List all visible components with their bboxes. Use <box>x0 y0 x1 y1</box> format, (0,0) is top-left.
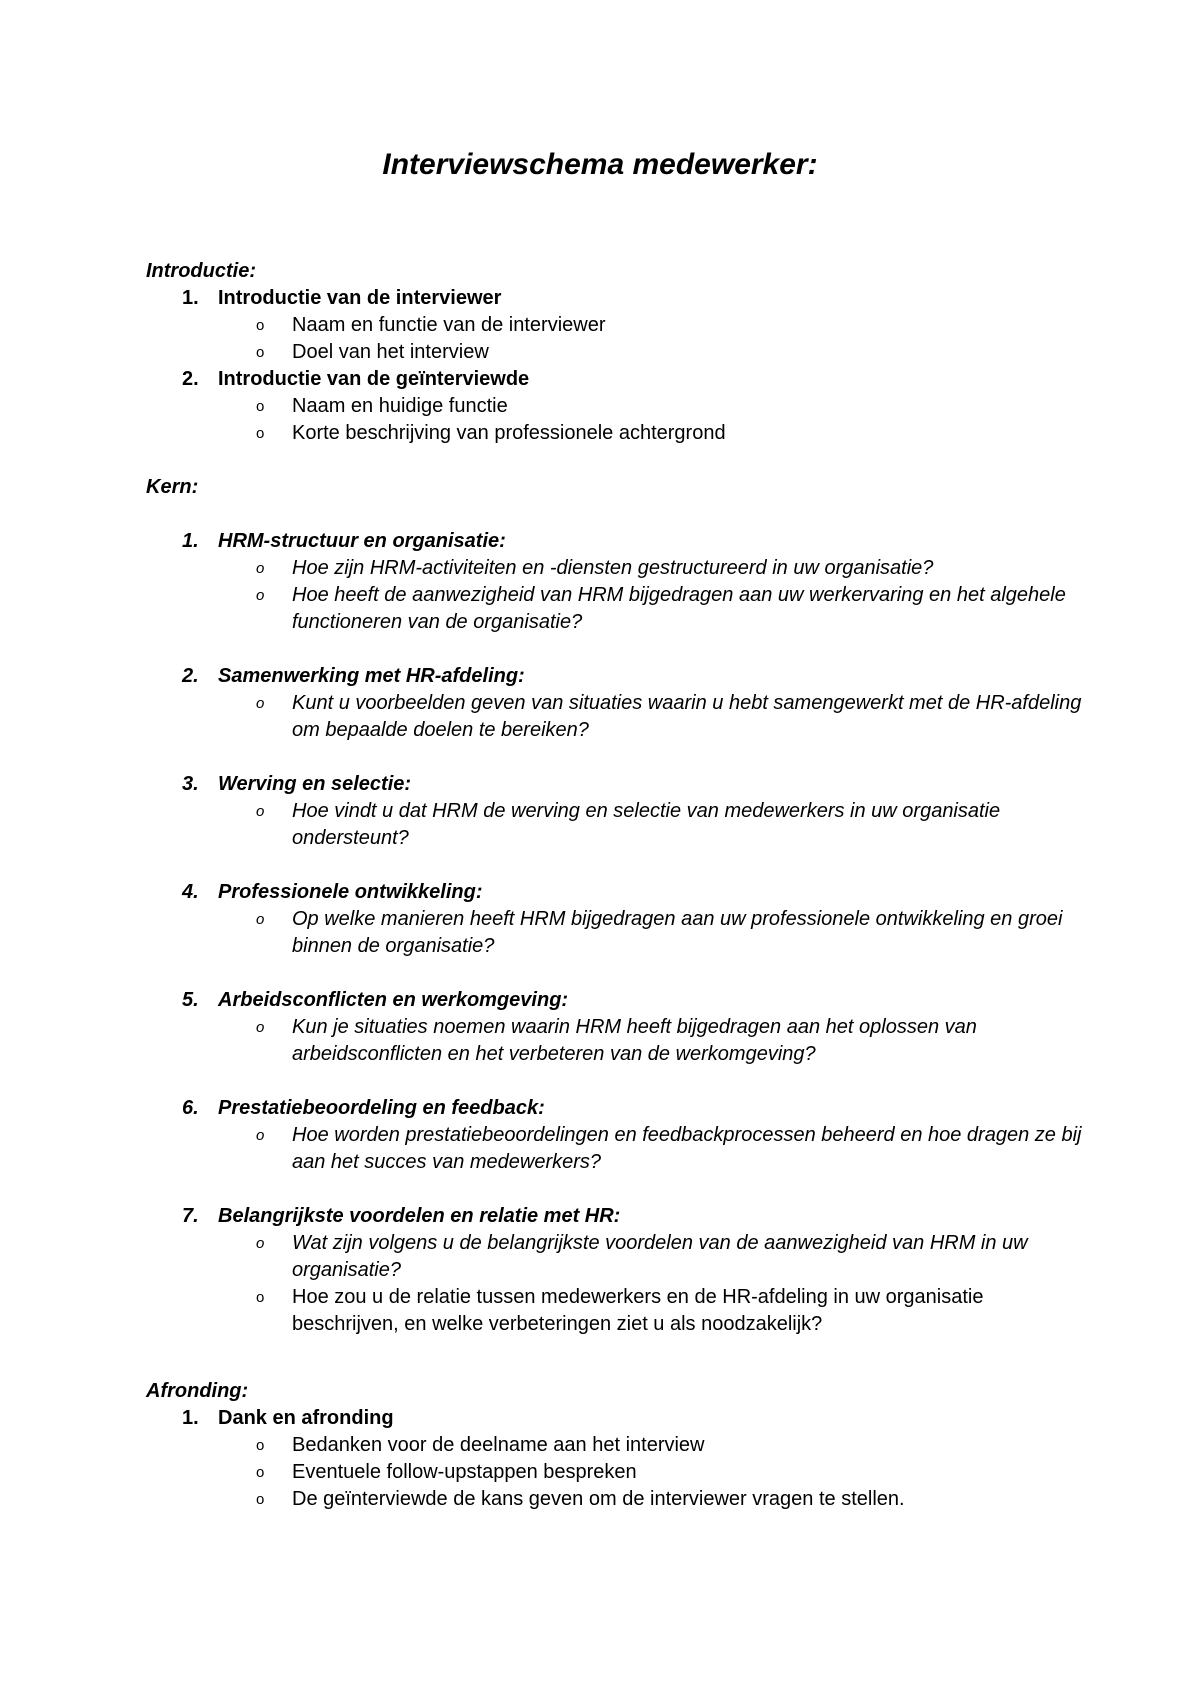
kern-item-1 <box>146 528 1086 636</box>
bullet-icon: o <box>256 1127 265 1144</box>
item-number: 1. <box>182 287 199 309</box>
bullet-text: Kun je situaties noemen waarin HRM heeft bijgedragen aan het oplossen van arbeidsconflicten en het verbeteren van de werkomgeving? <box>292 1016 977 1065</box>
bullet-text: Naam en functie van de interviewer <box>292 314 606 336</box>
bullet-icon: o <box>256 803 265 820</box>
bullet-text: Hoe worden prestatiebeoordelingen en feedbackprocessen beheerd en hoe dragen ze bij aan het succes van medewerkers? <box>292 1124 1082 1173</box>
item-title: Arbeidsconflicten en werkomgeving: <box>218 989 569 1011</box>
list-item <box>146 1459 1086 1486</box>
bullet-text: De geïnterviewde de kans geven om de interviewer vragen te stellen. <box>292 1488 905 1510</box>
item-title: Introductie van de geïnterviewde <box>218 368 530 390</box>
bullet-icon: o <box>256 425 265 442</box>
bullet-icon: o <box>256 587 265 604</box>
item-number: 5. <box>182 989 199 1011</box>
list-item <box>146 906 1086 960</box>
bullet-icon: o <box>256 1235 265 1252</box>
bullet-text: Wat zijn volgens u de belangrijkste voordelen van de aanwezigheid van HRM in uw organisatie? <box>292 1232 1028 1281</box>
list-item <box>146 420 1086 447</box>
kern-item-4 <box>146 879 1086 960</box>
bullet-text: Doel van het interview <box>292 341 489 363</box>
bullet-icon: o <box>256 1289 265 1306</box>
item-number: 2. <box>182 368 199 390</box>
bullet-text: Eventuele follow-upstappen bespreken <box>292 1461 637 1483</box>
item-number: 3. <box>182 773 199 795</box>
item-title: Prestatiebeoordeling en feedback: <box>218 1097 545 1119</box>
page-title: Interviewschema medewerker: <box>382 148 818 181</box>
bullet-icon: o <box>256 1491 265 1508</box>
item-number: 1. <box>182 530 199 552</box>
kern-item-2 <box>146 663 1086 744</box>
list-item <box>146 1014 1086 1068</box>
list-item <box>146 690 1086 744</box>
item-number: 7. <box>182 1205 199 1227</box>
list-item <box>146 1284 1086 1338</box>
bullet-text: Hoe heeft de aanwezigheid van HRM bijgedragen aan uw werkervaring en het algehele functioneren van de organisatie? <box>292 584 1066 633</box>
item-title: HRM-structuur en organisatie: <box>218 530 506 552</box>
item-title: Werving en selectie: <box>218 773 412 795</box>
document-body <box>146 258 1086 1513</box>
bullet-icon: o <box>256 398 265 415</box>
item-title: Introductie van de interviewer <box>218 287 502 309</box>
intro-item-1 <box>146 285 1086 312</box>
kern-item-7 <box>146 1203 1086 1338</box>
bullet-icon: o <box>256 317 265 334</box>
section-heading: Kern: <box>146 476 199 498</box>
section-kern <box>146 474 1086 1338</box>
spacer <box>146 447 1086 474</box>
item-number: 6. <box>182 1097 199 1119</box>
list-item <box>146 1432 1086 1459</box>
bullet-icon: o <box>256 1437 265 1454</box>
kern-item-3 <box>146 771 1086 852</box>
intro-item-2 <box>146 366 1086 393</box>
section-heading: Introductie: <box>146 260 256 282</box>
kern-item-6 <box>146 1095 1086 1176</box>
section-afronding <box>146 1378 1086 1513</box>
bullet-text: Hoe zijn HRM-activiteiten en -diensten gestructureerd in uw organisatie? <box>292 557 934 579</box>
item-title: Dank en afronding <box>218 1407 394 1429</box>
bullet-icon: o <box>256 560 265 577</box>
list-item <box>146 582 1086 636</box>
bullet-text: Kunt u voorbeelden geven van situaties waarin u hebt samengewerkt met de HR-afdeling om bepaalde doelen te bereiken? <box>292 692 1082 741</box>
bullet-icon: o <box>256 911 265 928</box>
list-item <box>146 1122 1086 1176</box>
section-introductie <box>146 258 1086 447</box>
item-number: 2. <box>182 665 199 687</box>
bullet-text: Bedanken voor de deelname aan het interview <box>292 1434 705 1456</box>
bullet-text: Op welke manieren heeft HRM bijgedragen aan uw professionele ontwikkeling en groei binnen de organisatie? <box>292 908 1063 957</box>
bullet-icon: o <box>256 695 265 712</box>
bullet-icon: o <box>256 344 265 361</box>
kern-item-5 <box>146 987 1086 1068</box>
bullet-text: Hoe zou u de relatie tussen medewerkers en de HR-afdeling in uw organisatie beschrijven, en welke verbeteringen ziet u als noodzakelijk? <box>292 1286 984 1335</box>
bullet-text: Korte beschrijving van professionele achtergrond <box>292 422 726 444</box>
list-item <box>146 555 1086 582</box>
item-number: 4. <box>182 881 199 903</box>
spacer <box>146 501 1086 528</box>
list-item <box>146 1486 1086 1513</box>
item-title: Samenwerking met HR-afdeling: <box>218 665 525 687</box>
bullet-text: Naam en huidige functie <box>292 395 508 417</box>
bullet-icon: o <box>256 1019 265 1036</box>
item-number: 1. <box>182 1407 199 1429</box>
bullet-icon: o <box>256 1464 265 1481</box>
afronding-item-1 <box>146 1405 1086 1432</box>
item-title: Belangrijkste voordelen en relatie met HR: <box>218 1205 621 1227</box>
list-item <box>146 393 1086 420</box>
list-item <box>146 1230 1086 1284</box>
list-item <box>146 339 1086 366</box>
list-item <box>146 312 1086 339</box>
list-item <box>146 798 1086 852</box>
section-heading: Afronding: <box>146 1380 249 1402</box>
item-title: Professionele ontwikkeling: <box>218 881 483 903</box>
bullet-text: Hoe vindt u dat HRM de werving en selectie van medewerkers in uw organisatie ondersteunt? <box>292 800 1001 849</box>
spacer <box>146 1338 1086 1378</box>
